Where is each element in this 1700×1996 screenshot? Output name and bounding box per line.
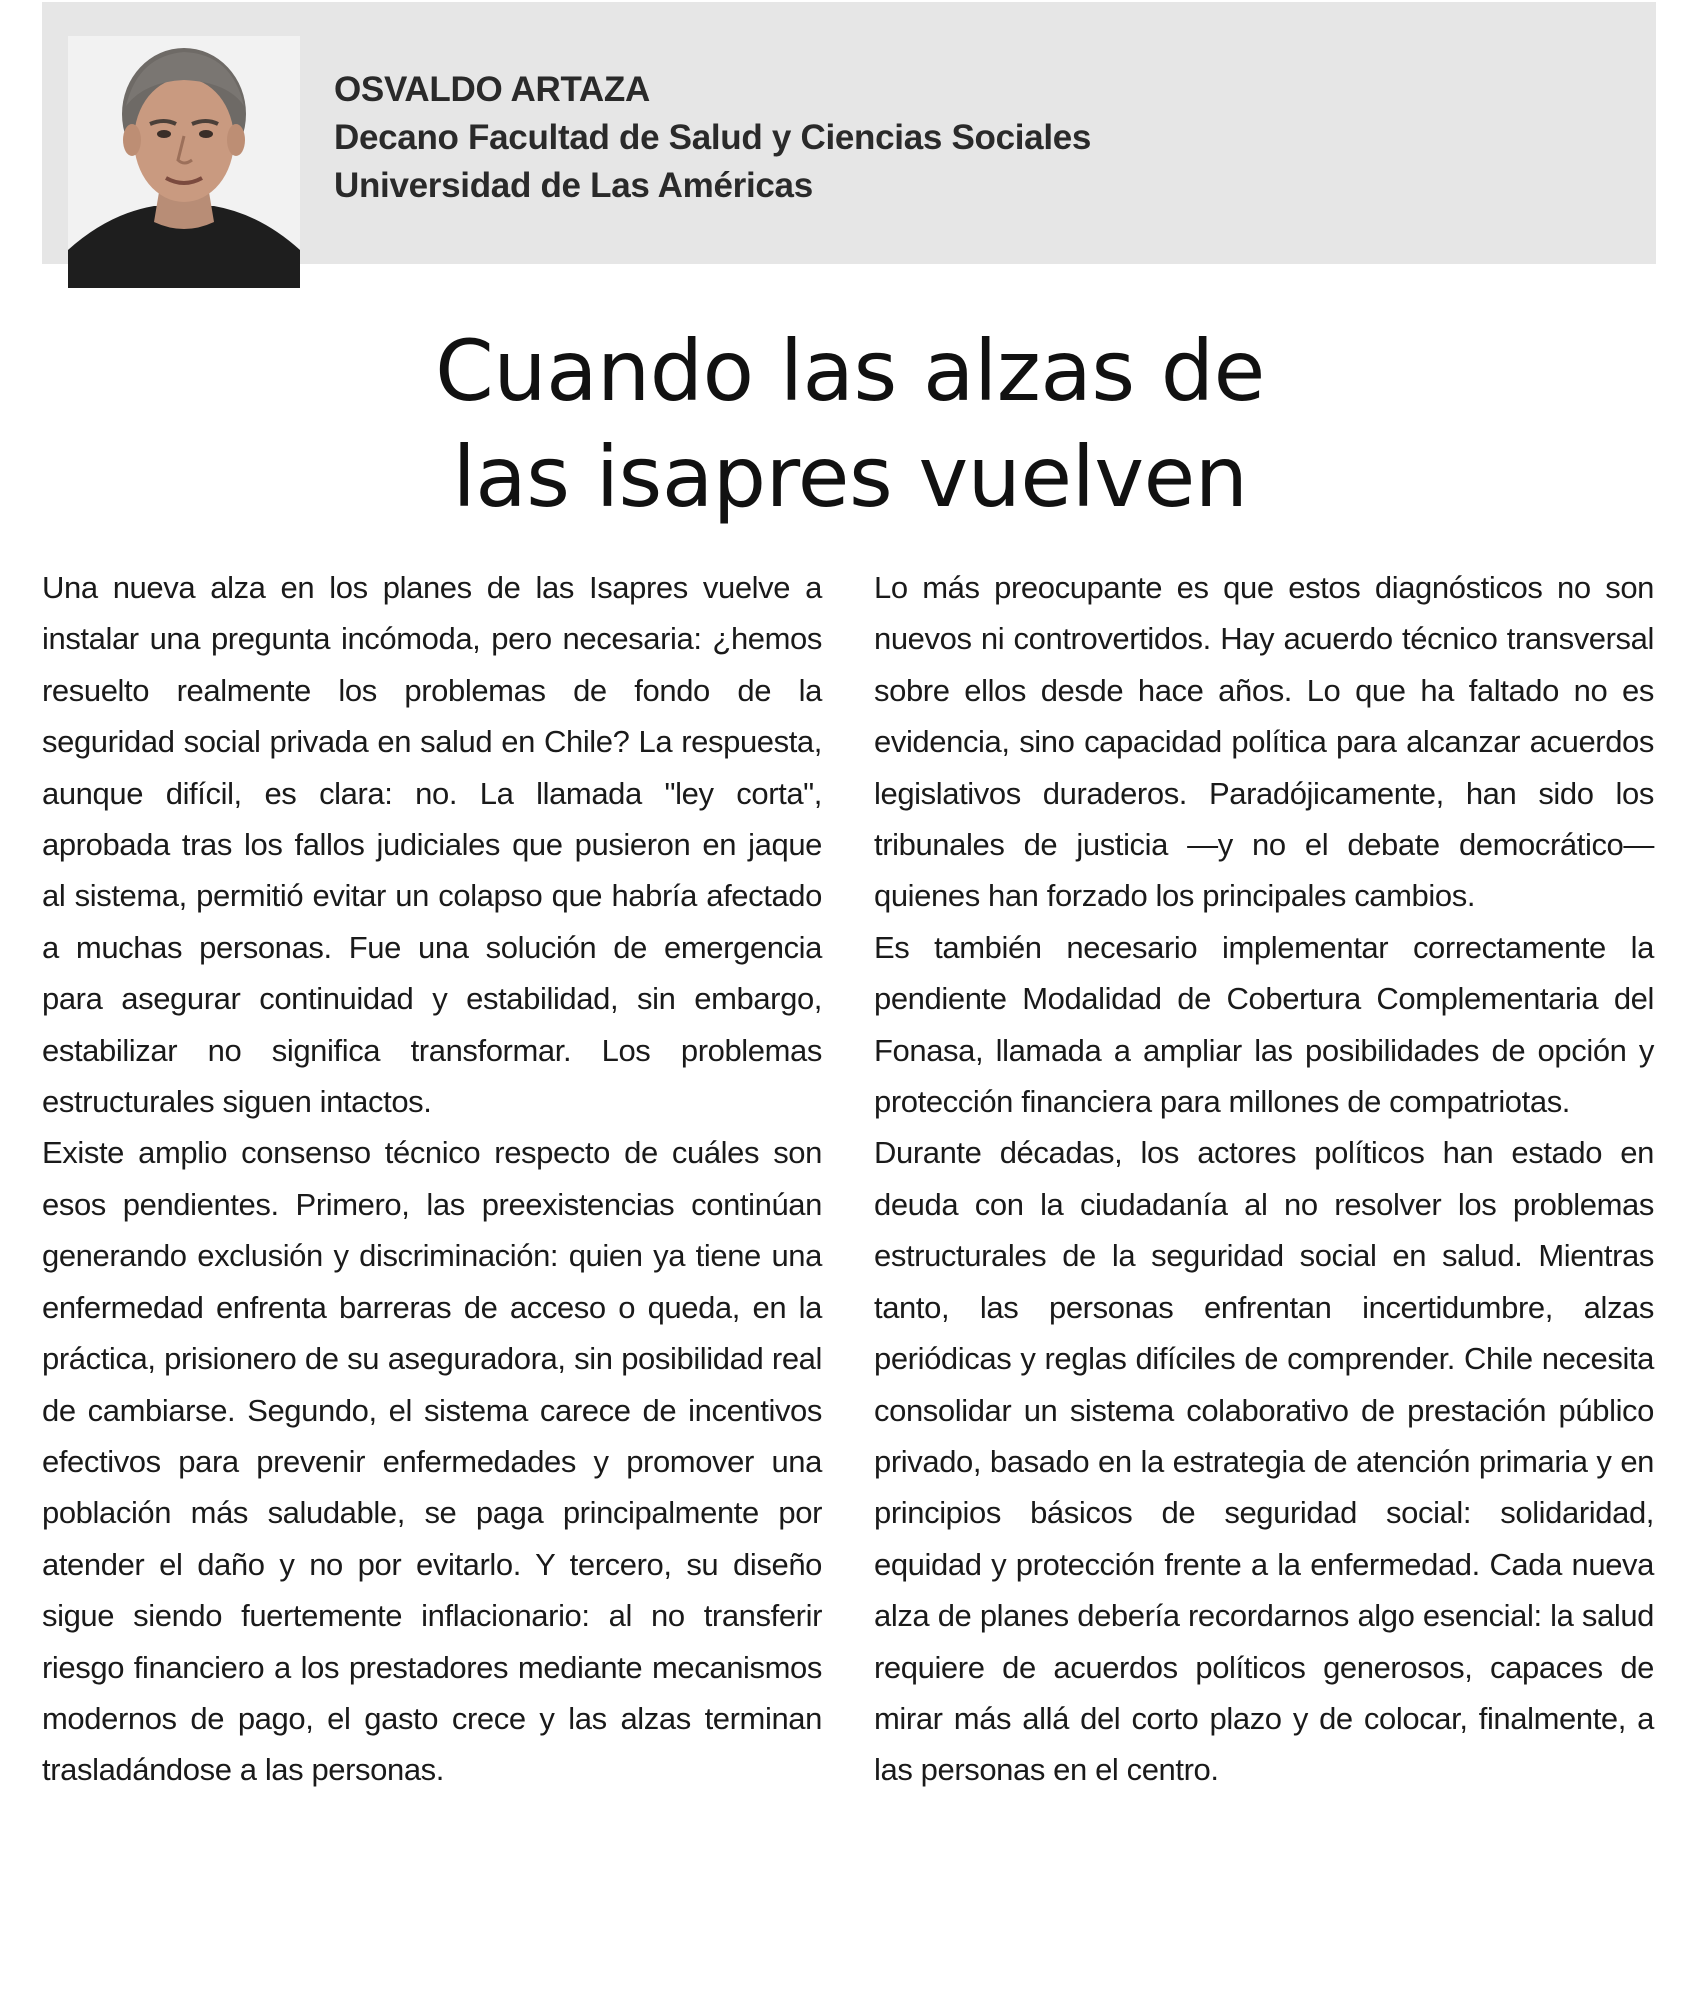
- body-paragraph: Lo más preocupante es que estos diagnósticos no son nuevos ni controvertidos. Hay acuerdo técnico transversal sobre ellos desde hace años. Lo que ha faltado no es evidencia, sino capacidad política para alcanzar acuerdos legislativos duraderos. Paradójicamente, han sido los tribunales de justicia —y no el debate democrático— quienes han forzado los principales cambios.: [874, 570, 1654, 914]
- headline-line-2: las isapres vuelven: [452, 428, 1248, 526]
- body-paragraph: Una nueva alza en los planes de las Isapres vuelve a instalar una pregunta incómoda, pero necesaria: ¿hemos resuelto realmente los problemas de fondo de la seguridad social privada en salud en Chile? La respuesta, aunque difícil, es clara: no. La llamada "ley corta", aprobada tras los fallos judiciales que pusieron en jaque al sistema, permitió evitar un colapso que habría afectado a muchas personas. Fue una solución de emergencia para asegurar continuidad y estabilidad, sin embargo, estabilizar no significa transformar. Los problemas estructurales siguen intactos.: [42, 570, 822, 1120]
- article-headline: [0, 318, 1700, 530]
- right-column: [874, 562, 1654, 1796]
- author-institution: Universidad de Las Américas: [334, 166, 813, 205]
- body-paragraph: Es también necesario implementar correctamente la pendiente Modalidad de Cobertura Complementaria del Fonasa, llamada a ampliar las posibilidades de opción y protección financiera para millones de compatriotas.: [874, 929, 1654, 1120]
- author-name: OSVALDO ARTAZA: [334, 70, 650, 109]
- author-portrait-illustration: [68, 36, 300, 288]
- body-paragraph: Existe amplio consenso técnico respecto de cuáles son esos pendientes. Primero, las preexistencias continúan generando exclusión y discriminación: quien ya tiene una enfermedad enfrenta barreras de acceso o queda, en la práctica, prisionero de su aseguradora, sin posibilidad real de cambiarse. Segundo, el sistema carece de incentivos efectivos para prevenir enfermedades y promover una población más saludable, se paga principalmente por atender el daño y no por evitarlo. Y tercero, su diseño sigue siendo fuertemente inflacionario: al no transferir riesgo financiero a los prestadores mediante mecanismos modernos de pago, el gasto crece y las alzas terminan trasladándose a las personas.: [42, 1135, 822, 1788]
- author-position: Decano Facultad de Salud y Ciencias Sociales: [334, 118, 1092, 157]
- article-body: [42, 562, 1656, 1972]
- left-column: [42, 562, 822, 1796]
- author-photo: [68, 36, 300, 288]
- body-paragraph: Durante décadas, los actores políticos han estado en deuda con la ciudadanía al no resolver los problemas estructurales de la seguridad social en salud. Mientras tanto, las personas enfrentan incertidumbre, alzas periódicas y reglas difíciles de comprender. Chile necesita consolidar un sistema colaborativo de prestación público privado, basado en la estrategia de atención primaria y en principios básicos de seguridad social: solidaridad, equidad y protección frente a la enfermedad. Cada nueva alza de planes debería recordarnos algo esencial: la salud requiere de acuerdos políticos generosos, capaces de mirar más allá del corto plazo y de colocar, finalmente, a las personas en el centro.: [874, 1135, 1654, 1788]
- headline-line-1: Cuando las alzas de: [435, 322, 1265, 420]
- author-byline: [334, 66, 1091, 210]
